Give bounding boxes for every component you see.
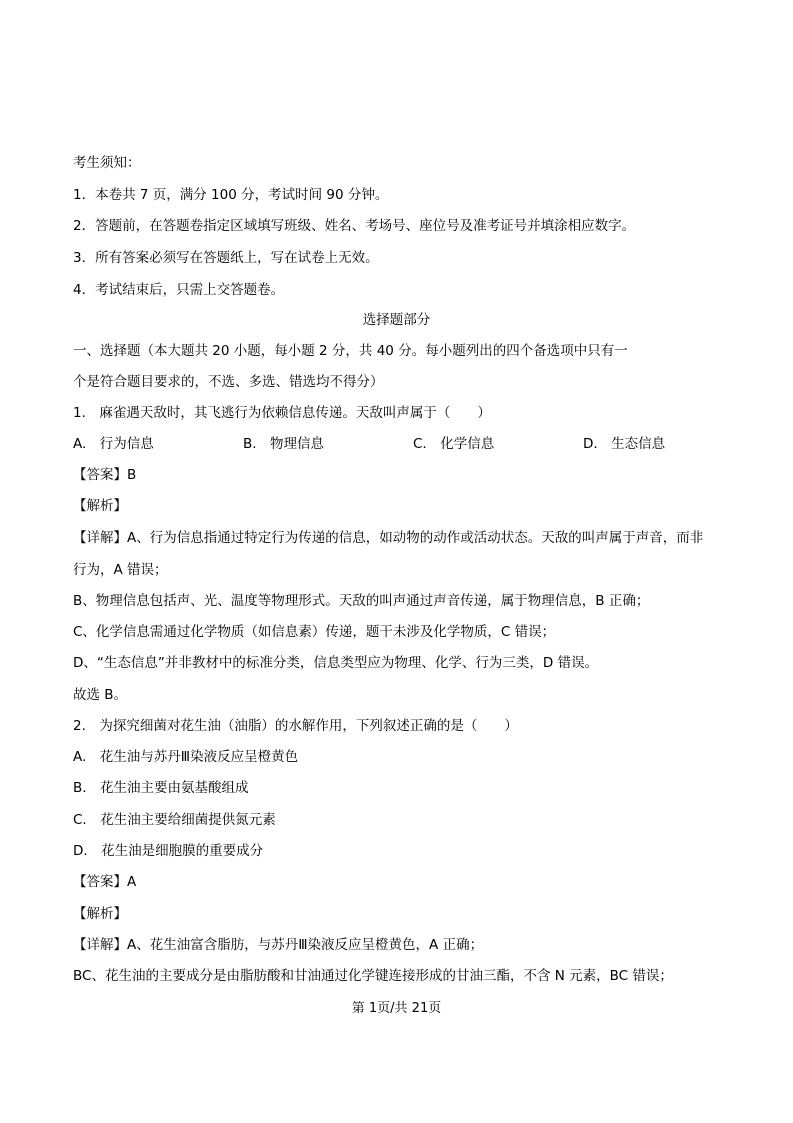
- q1-answer: 【答案】B: [73, 467, 137, 483]
- q1-detail-line-3: B、物理信息包括声、光、温度等物理形式。天敌的叫声通过声音传递，属于物理信息，B 正确；: [73, 593, 650, 609]
- q2-detail-line-1: 【详解】A、花生油富含脂肪，与苏丹Ⅲ染液反应呈橙黄色，A 正确；: [73, 937, 484, 953]
- q2-stem: 2. 为探究细菌对花生油（油脂）的水解作用，下列叙述正确的是（ ）: [73, 718, 518, 734]
- q2-option-b: B. 花生油主要由氨基酸组成: [73, 780, 249, 796]
- part-intro-line-2: 个是符合题目要求的，不选、多选、错选均不得分）: [73, 374, 384, 390]
- q1-detail-line-1: 【详解】A、行为信息指通过特定行为传递的信息，如动物的动作或活动状态。天敌的叫声属于声音，而非: [73, 530, 704, 546]
- q1-option-a: A. 行为信息: [73, 436, 154, 452]
- q2-option-c: C. 花生油主要给细菌提供氮元素: [73, 812, 276, 828]
- notice-item-1: 1．本卷共 7 页，满分 100 分，考试时间 90 分钟。: [73, 187, 389, 203]
- notice-item-2: 2．答题前，在答题卷指定区域填写班级、姓名、考场号、座位号及准考证号并填涂相应数字。: [73, 218, 636, 234]
- notice-title: 考生须知：: [73, 155, 141, 171]
- q2-option-d: D. 花生油是细胞膜的重要成分: [73, 843, 264, 859]
- notice-item-3: 3．所有答案必须写在答题纸上，写在试卷上无效。: [73, 250, 379, 266]
- q2-answer: 【答案】A: [73, 874, 137, 890]
- q1-detail-line-6: 故选 B。: [73, 687, 128, 703]
- q1-option-b: B. 物理信息: [243, 436, 325, 452]
- q2-option-a: A. 花生油与苏丹Ⅲ染液反应呈橙黄色: [73, 749, 299, 765]
- q1-detail-line-2: 行为，A 错误；: [73, 562, 168, 578]
- page-footer: 第 1页/共 21页: [351, 1001, 442, 1016]
- q1-detail-line-4: C、化学信息需通过化学物质（如信息素）传递，题干未涉及化学物质，C 错误；: [73, 624, 556, 640]
- q1-stem: 1. 麻雀遇天敌时，其飞逃行为依赖信息传递。天敌叫声属于（ ）: [73, 405, 491, 421]
- q2-detail-line-2: BC、花生油的主要成分是由脂肪酸和甘油通过化学键连接形成的甘油三酯，不含 N 元素，BC 错误；: [73, 968, 673, 984]
- q1-option-d: D. 生态信息: [583, 436, 666, 452]
- section-title: 选择题部分: [362, 312, 431, 328]
- q1-option-c: C. 化学信息: [413, 436, 495, 452]
- q1-analysis-label: 【解析】: [73, 498, 127, 514]
- part-intro-line-1: 一、选择题（本大题共 20 小题，每小题 2 分，共 40 分。每小题列出的四个备选项中只有一: [73, 343, 628, 359]
- q2-analysis-label: 【解析】: [73, 906, 127, 922]
- notice-item-4: 4．考试结束后，只需上交答题卷。: [73, 282, 285, 298]
- q1-detail-line-5: D、“生态信息”并非教材中的标准分类，信息类型应为物理、化学、行为三类，D 错误。: [73, 655, 599, 671]
